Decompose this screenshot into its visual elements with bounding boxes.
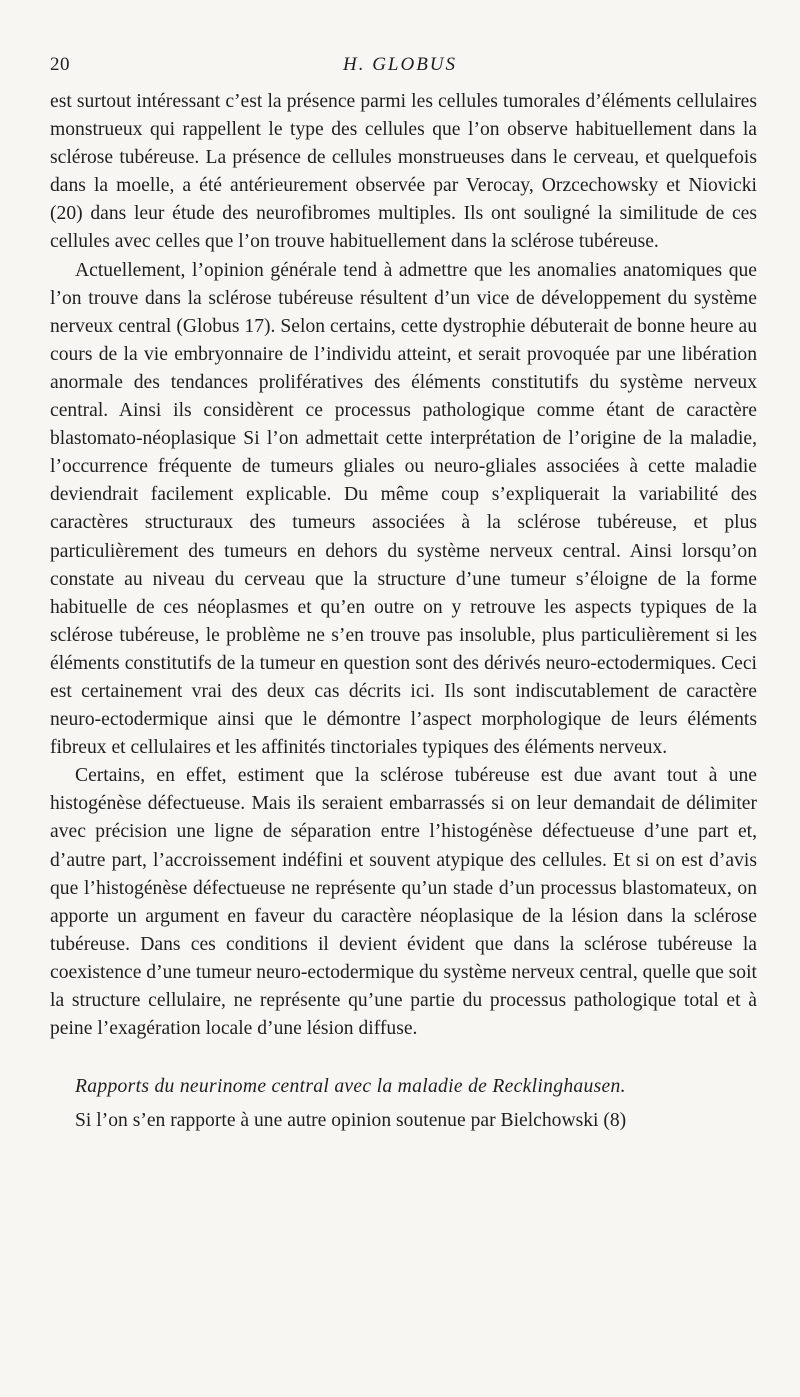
section-heading: Rapports du neurinome central avec la maladie de Recklinghausen. [75, 1076, 626, 1098]
paragraph-4: Si l’on s’en rapporte à une autre opinion soutenue par Bielchowski (8) [75, 1110, 627, 1132]
paragraph-1: est surtout intéressant c’est la présence parmi les cellules tumorales d’éléments cellulaires monstrueux qui rappellent le type des cellules que l’on observe habituellement dans la sclérose tubéreuse. La présence de cellules monstrueuses dans le cerveau, et quelquefois dans la moelle, a été antérieurement observée par Verocay, Orzcechowsky et Niovicki (20) dans leur étude des neurofibromes multiples. Ils ont souligné la similitude de ces cellules avec celles que l’on trouve habituellement dans la sclérose tubéreuse. [50, 91, 757, 253]
page-number: 20 [50, 54, 70, 75]
paragraph-3: Certains, en effet, estiment que la sclérose tubéreuse est due avant tout à une histogénèse défectueuse. Mais ils seraient embarrassés si on leur demandait de délimiter avec précision une ligne de séparation entre l’histogénèse défectueuse d’une part et, d’autre part, l’accroissement indéfini et souvent atypique des cellules. Et si on est d’avis que l’histogénèse défectueuse ne représente qu’un stade d’un processus blastomateux, on apporte un argument en faveur du caractère néoplasique de la lésion dans la sclérose tubéreuse. Dans ces conditions il devient évident que dans la sclérose tubéreuse la coexistence d’une tumeur neuro-ectodermique du système nerveux central, quelle que soit la structure cellulaire, ne représente qu’une partie du processus pathologique total et à peine l’exagération locale d’une lésion diffuse. [50, 765, 757, 1040]
running-head: H. GLOBUS [342, 54, 458, 75]
page-header [50, 54, 750, 84]
paragraph-2: Actuellement, l’opinion générale tend à admettre que les anomalies anatomiques que l’on trouve dans la sclérose tubéreuse résultent d’un vice de développement du système nerveux central (Globus 17). Selon certains, cette dystrophie débuterait de bonne heure au cours de la vie embryonnaire de l’individu atteint, et serait provoquée par une libération anormale des tendances prolifératives des éléments constitutifs du système nerveux central. Ainsi ils considèrent ce processus pathologique comme étant de caractère blastomato-néoplasique Si l’on admettait cette interprétation de l’origine de la maladie, l’occurrence fréquente de tumeurs gliales ou neuro-gliales associées à cette maladie deviendrait facilement explicable. Du même coup s’expliquerait la variabilité des caractères structuraux des tumeurs associées à la sclérose tubéreuse, et plus particulièrement des tumeurs en dehors du système nerveux central. Ainsi lorsqu’on constate au niveau du cerveau que la structure d’une tumeur s’éloigne de la forme habituelle de ces néoplasmes et qu’en outre on y retrouve les aspects typiques de la sclérose tubéreuse, le problème ne s’en trouve pas insoluble, plus particulièrement si les éléments constitutifs de la tumeur en question sont des dérivés neuro-ectodermiques. Ceci est certainement vrai des deux cas décrits ici. Ils sont indiscutablement de caractère neuro-ectodermique ainsi que le démontre l’aspect morphologique de leurs éléments fibreux et cellulaires et les affinités tinctoriales typiques des éléments nerveux. [50, 259, 757, 759]
body-text [50, 88, 757, 1135]
